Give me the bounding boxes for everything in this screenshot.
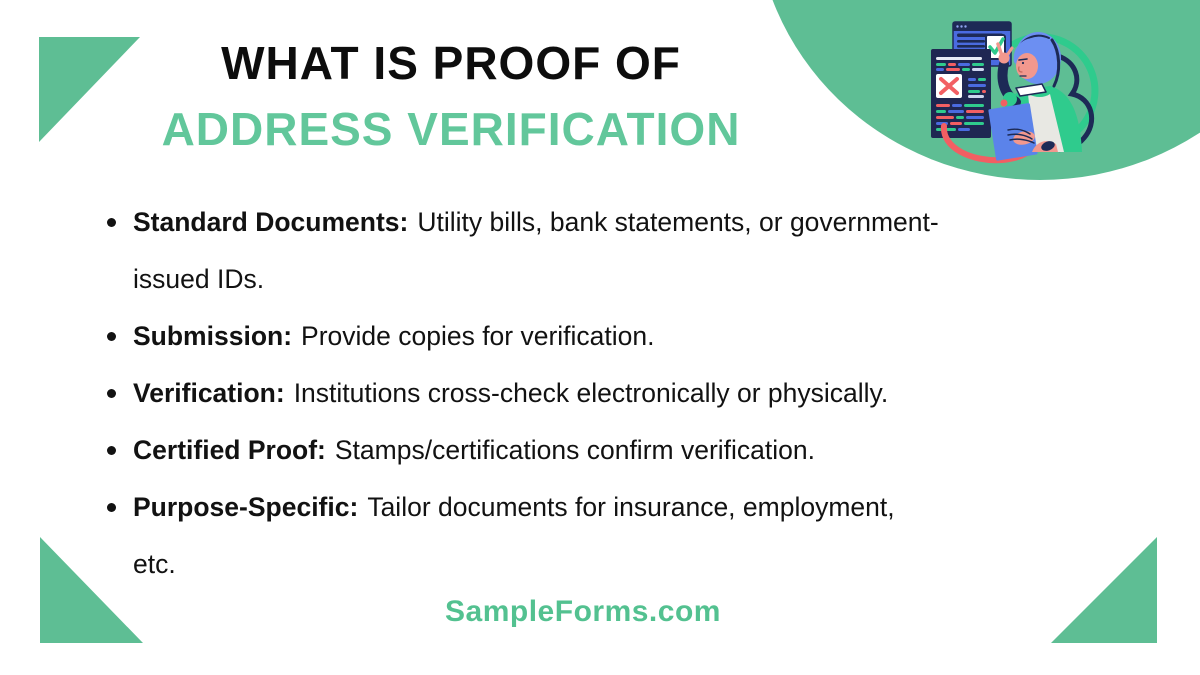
- list-item: [106, 194, 1126, 308]
- bullet-dot: [107, 332, 116, 341]
- list-item-line: [106, 422, 1126, 479]
- list-item-line: [106, 194, 1126, 251]
- title-line-1: WHAT IS PROOF OF: [221, 37, 681, 89]
- item-text: Provide copies for verification.: [301, 321, 655, 351]
- item-text: Stamps/certifications confirm verification.: [334, 435, 815, 465]
- list-item-line: etc.: [133, 549, 176, 579]
- item-text: Institutions cross-check electronically or physically.: [293, 378, 889, 408]
- page-title: [101, 30, 801, 162]
- list-item-line: issued IDs.: [133, 264, 265, 294]
- list-item: [106, 365, 1126, 422]
- item-label: Verification:: [133, 378, 285, 408]
- title-line-2: ADDRESS VERIFICATION: [161, 103, 741, 155]
- list-item-line: [106, 308, 1126, 365]
- list-item-line: [106, 479, 1126, 536]
- document-rejected-icon: [931, 49, 991, 138]
- list-item: [106, 422, 1126, 479]
- bullet-dot: [107, 218, 116, 227]
- item-label: Certified Proof:: [133, 435, 326, 465]
- item-label: Standard Documents:: [133, 207, 409, 237]
- site-name: SampleForms.com: [445, 595, 721, 628]
- bullet-dot: [107, 503, 116, 512]
- item-label: Purpose-Specific:: [133, 492, 359, 522]
- bullet-dot: [107, 446, 116, 455]
- item-text: Tailor documents for insurance, employment,: [367, 492, 895, 522]
- list-item: [106, 479, 1126, 593]
- bullet-list: [106, 194, 1126, 593]
- bullet-dot: [107, 389, 116, 398]
- list-item-line: [106, 365, 1126, 422]
- item-label: Submission:: [133, 321, 293, 351]
- list-item: [106, 308, 1126, 365]
- item-text: Utility bills, bank statements, or government-: [417, 207, 939, 237]
